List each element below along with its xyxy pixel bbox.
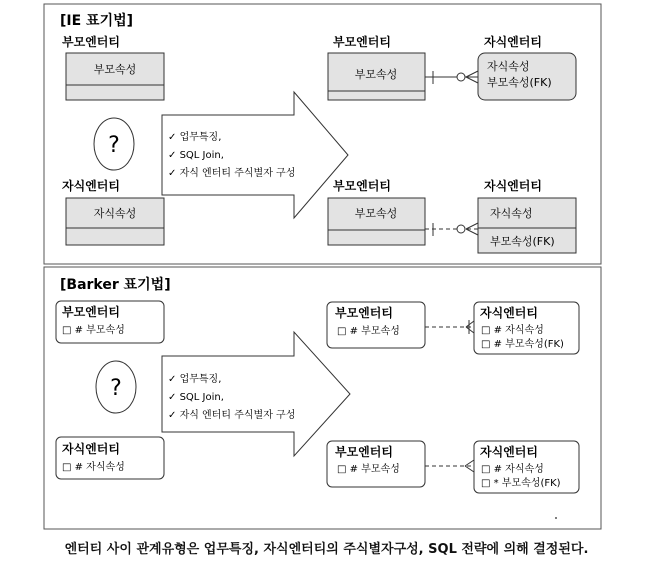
barker-arrow-item-1: ✓ 업무특징, <box>168 374 222 385</box>
ie-br-child-attr2: 부모속성(FK) <box>490 235 555 248</box>
ie-tr-child-title: 자식엔터티 <box>484 35 542 49</box>
figure-caption: 엔터티 사이 관계유형은 업무특징, 자식엔터티의 주식별자구성, SQL 전략에 의해 결정된다. <box>64 542 589 557</box>
barker-br-parent-title: 부모엔터티 <box>335 445 393 459</box>
barker-left-parent-title: 부모엔터티 <box>62 305 120 319</box>
ie-left-child-attr: 자식속성 <box>93 207 137 220</box>
ie-left-parent-entity <box>66 53 164 100</box>
barker-br-child-attr2: □ * 부모속성(FK) <box>481 478 561 489</box>
ie-tr-parent-title: 부모엔터티 <box>333 35 391 49</box>
barker-title: [Barker 표기법] <box>60 277 171 293</box>
ie-br-parent-entity <box>328 198 425 245</box>
ie-tr-child-attr1: 자식속성 <box>487 60 530 73</box>
barker-left-parent-attr: □ # 부모속성 <box>62 325 125 336</box>
ie-left-child-title: 자식엔터티 <box>62 179 120 193</box>
ie-left-parent-title: 부모엔터티 <box>62 35 120 49</box>
barker-br-child-title: 자식엔터티 <box>480 445 538 459</box>
barker-left-child-attr: □ # 자식속성 <box>62 462 125 473</box>
ie-tr-parent-attr: 부모속성 <box>354 68 398 81</box>
ie-tr-child-attr2: 부모속성(FK) <box>487 76 552 89</box>
barker-arrow-item-2: ✓ SQL Join, <box>168 392 224 403</box>
barker-tr-parent-attr: □ # 부모속성 <box>337 326 400 337</box>
ie-arrow-item-1: ✓ 업무특징, <box>168 132 222 143</box>
ie-non-identifying-relationship <box>425 223 478 236</box>
barker-question-mark: ? <box>110 376 122 401</box>
barker-tr-child-attr2: □ # 부모속성(FK) <box>481 339 564 350</box>
barker-arrow-item-3: ✓ 자식 엔터티 주식별자 구성 <box>168 410 296 421</box>
ie-arrow-item-3: ✓ 자식 엔터티 주식별자 구성 <box>168 168 296 179</box>
ie-left-parent-attr: 부모속성 <box>93 63 137 76</box>
barker-left-child-title: 자식엔터티 <box>62 442 120 456</box>
barker-non-identifying-relationship <box>425 460 474 472</box>
ie-br-parent-attr: 부모속성 <box>354 207 398 220</box>
ie-arrow-item-2: ✓ SQL Join, <box>168 150 224 161</box>
ie-br-child-title: 자식엔터티 <box>484 179 542 193</box>
barker-identifying-relationship <box>425 320 474 334</box>
barker-tr-child-title: 자식엔터티 <box>480 306 538 320</box>
barker-br-parent-attr: □ # 부모속성 <box>337 464 400 475</box>
stray-dot <box>555 517 557 519</box>
ie-br-parent-title: 부모엔터티 <box>333 179 391 193</box>
barker-tr-child-attr1: □ # 자식속성 <box>481 325 544 336</box>
ie-identifying-relationship <box>425 71 478 84</box>
ie-question-mark: ? <box>108 133 120 158</box>
ie-br-child-attr1: 자식속성 <box>490 207 533 220</box>
barker-br-child-attr1: □ # 자식속성 <box>481 464 544 475</box>
ie-title: [IE 표기법] <box>60 13 134 29</box>
barker-tr-parent-title: 부모엔터티 <box>335 306 393 320</box>
ie-left-child-entity <box>66 198 164 245</box>
